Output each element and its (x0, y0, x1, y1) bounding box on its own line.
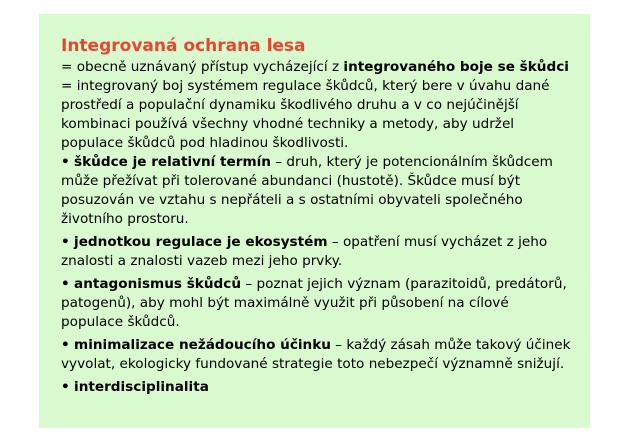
bullet-dot: • (61, 337, 70, 353)
definition-1-text: = obecně uznávaný přístup vycházející z (61, 59, 344, 75)
bullet-item (61, 336, 572, 374)
definition-1 (61, 58, 572, 77)
bullet-item (61, 275, 572, 332)
bullet-term: interdisciplinalita (74, 379, 209, 395)
bullet-item (61, 153, 572, 229)
slide-content-box (39, 14, 590, 428)
bullet-text: – druh, který je potencionálním škůdcem může přežívat při tolerované abundanci (hustotě). Škůdce musí být posuzován ve vztahu s nepřáteli a s ostatními obyvateli společného životního prostoru. (61, 154, 553, 227)
bullet-term: minimalizace nežádoucího účinku (74, 337, 331, 353)
slide-title: Integrovaná ochrana lesa (61, 36, 306, 56)
bullet-item (61, 233, 572, 271)
definition-2: = integrovaný boj systémem regulace škůdců, který bere v úvahu dané prostředí a populační dynamiku škodlivého druhu a v co nejúčinější kombinaci používá všechny vhodné techniky a metody, aby udržel populace škůdců pod hladinou škodlivosti. (61, 78, 550, 151)
bullet-dot: • (61, 154, 70, 170)
bullet-term: škůdce je relativní termín (74, 154, 271, 170)
bullet-text: – poznat jejich význam (parazitoidů, predátorů, patogenů), aby mohl být maximálně využit při působení na cílové populace škůdců. (61, 276, 567, 330)
bullet-term: antagonismus škůdců (74, 276, 241, 292)
bullet-dot: • (61, 276, 70, 292)
bullet-item (61, 378, 572, 397)
bullet-dot: • (61, 379, 70, 395)
bullet-text: – každý zásah může takový účinek vyvolat, ekologicky fundované strategie toto nebezpečí významně snižují. (61, 337, 571, 372)
bullet-term: jednotkou regulace je ekosystém (74, 234, 328, 250)
bullet-dot: • (61, 234, 70, 250)
bullet-text: – opatření musí vycházet z jeho znalosti a znalosti vazeb mezi jeho prvky. (61, 234, 548, 269)
bullet-list (61, 153, 572, 397)
definition-1-bold: integrovaného boje se škůdci (343, 59, 569, 75)
